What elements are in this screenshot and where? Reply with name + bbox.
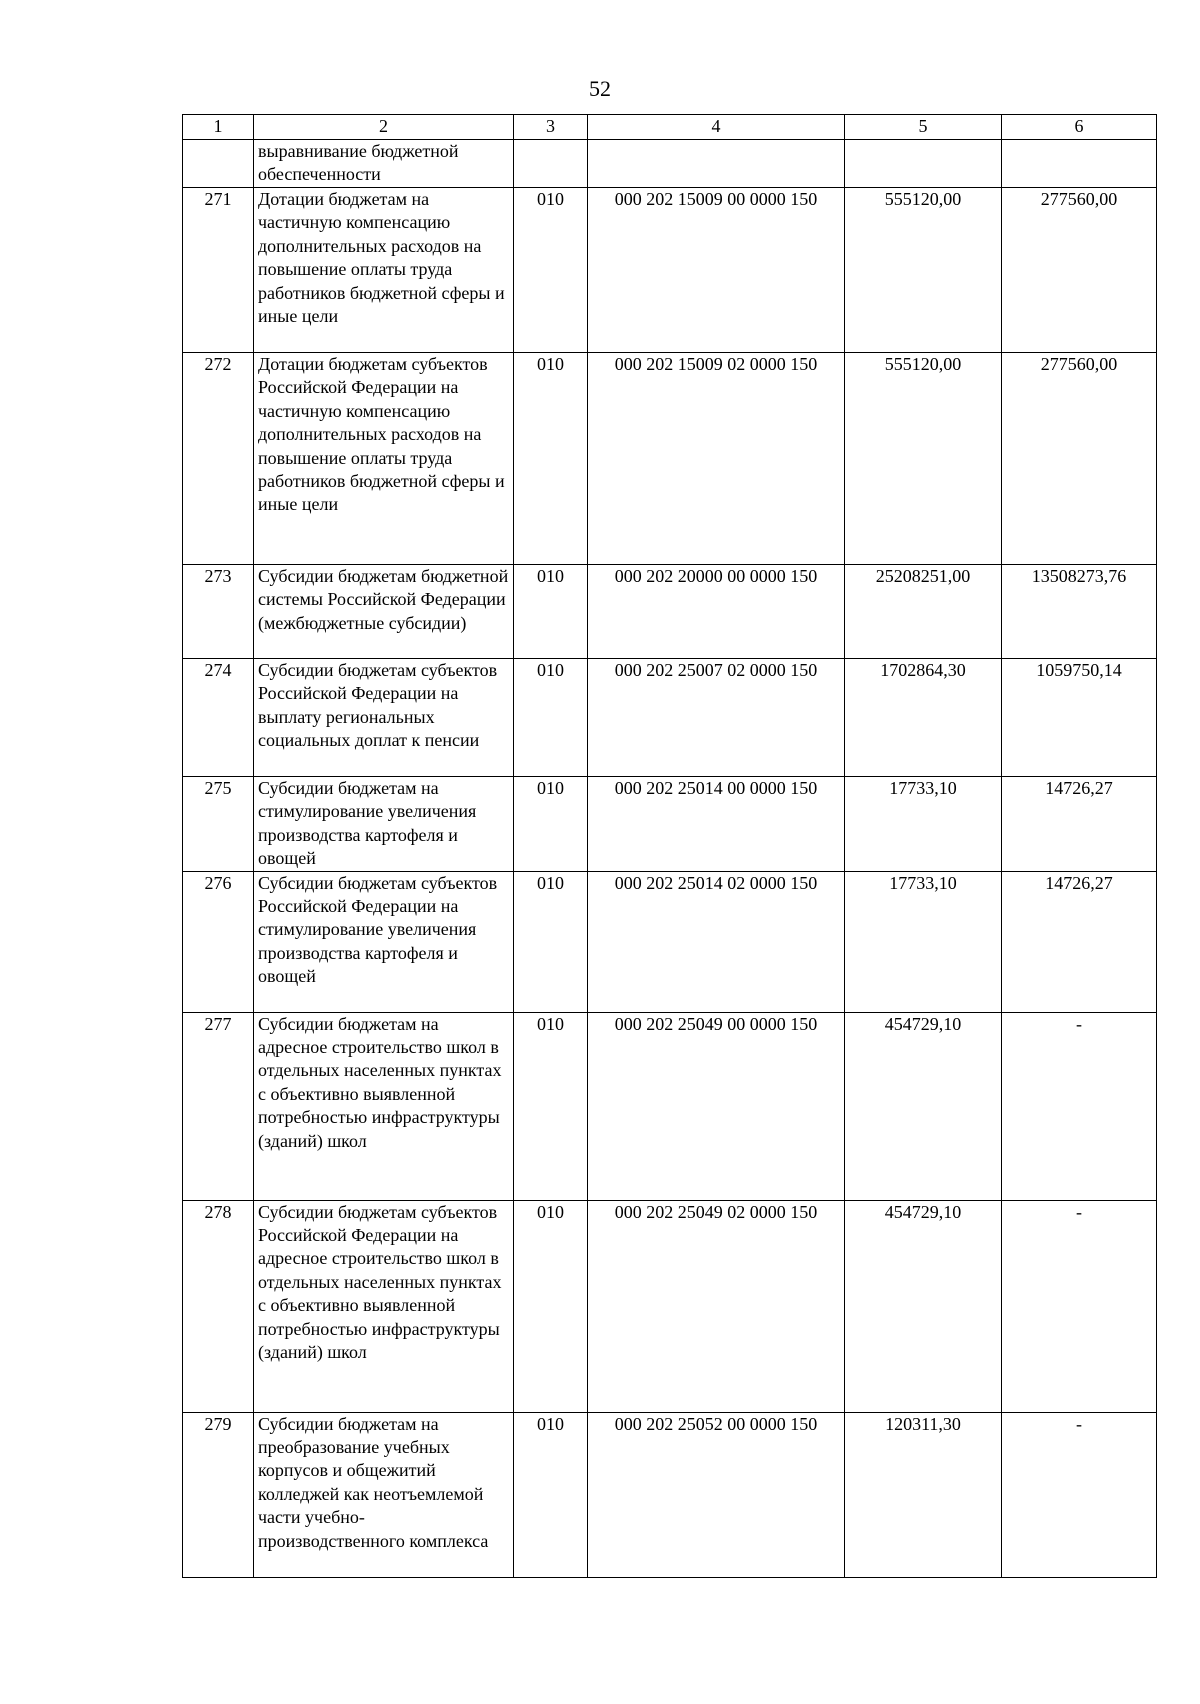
page-number: 52: [589, 76, 611, 101]
row-budget-code: [588, 140, 845, 188]
header-cell: 2: [254, 115, 514, 140]
row-name: Субсидии бюджетам субъектов Российской Федерации на адресное строительство школ в отдельных населенных пунктах с объективно выявленной потребностью инфраструктуры (зданий) школ: [254, 1200, 514, 1412]
row-budget-code: 000 202 15009 02 0000 150: [588, 353, 845, 565]
row-number: 272: [183, 353, 254, 565]
row-name: Субсидии бюджетам на адресное строительство школ в отдельных населенных пунктах с объективно выявленной потребностью инфраструктуры (зданий) школ: [254, 1012, 514, 1200]
row-budget-code: 000 202 20000 00 0000 150: [588, 565, 845, 659]
row-value-6: -: [1002, 1200, 1157, 1412]
row-budget-code: 000 202 25052 00 0000 150: [588, 1412, 845, 1577]
row-code: 010: [514, 777, 588, 872]
row-name: Субсидии бюджетам субъектов Российской Федерации на стимулирование увеличения производства картофеля и овощей: [254, 871, 514, 1012]
row-number: 274: [183, 659, 254, 777]
table-row: [183, 1200, 1157, 1412]
row-name: выравнивание бюджетной обеспеченности: [254, 140, 514, 188]
row-code: 010: [514, 188, 588, 353]
row-number: 271: [183, 188, 254, 353]
row-number: 277: [183, 1012, 254, 1200]
row-value-5: 555120,00: [845, 353, 1002, 565]
row-budget-code: 000 202 15009 00 0000 150: [588, 188, 845, 353]
row-value-6: 13508273,76: [1002, 565, 1157, 659]
budget-table: [182, 114, 1157, 1578]
row-value-6: [1002, 140, 1157, 188]
table-row: [183, 353, 1157, 565]
row-code: 010: [514, 1412, 588, 1577]
table-header-row: [183, 115, 1157, 140]
header-cell: 3: [514, 115, 588, 140]
row-name: Субсидии бюджетам на стимулирование увеличения производства картофеля и овощей: [254, 777, 514, 872]
row-value-5: 17733,10: [845, 871, 1002, 1012]
row-code: 010: [514, 659, 588, 777]
row-number: 275: [183, 777, 254, 872]
row-budget-code: 000 202 25014 02 0000 150: [588, 871, 845, 1012]
row-code: 010: [514, 353, 588, 565]
table-row: [183, 1412, 1157, 1577]
table-row: [183, 777, 1157, 872]
row-value-5: 454729,10: [845, 1200, 1002, 1412]
table-row: [183, 871, 1157, 1012]
row-value-5: 454729,10: [845, 1012, 1002, 1200]
row-number: 276: [183, 871, 254, 1012]
header-cell: 4: [588, 115, 845, 140]
row-value-5: [845, 140, 1002, 188]
row-budget-code: 000 202 25014 00 0000 150: [588, 777, 845, 872]
table-row: [183, 188, 1157, 353]
row-code: 010: [514, 871, 588, 1012]
row-number: 278: [183, 1200, 254, 1412]
row-code: 010: [514, 565, 588, 659]
row-value-6: -: [1002, 1412, 1157, 1577]
row-name: Субсидии бюджетам бюджетной системы Российской Федерации (межбюджетные субсидии): [254, 565, 514, 659]
row-value-6: 277560,00: [1002, 353, 1157, 565]
row-value-6: 1059750,14: [1002, 659, 1157, 777]
row-name: Субсидии бюджетам на преобразование учебных корпусов и общежитий колледжей как неотъемлемой части учебно-производственного комплекса: [254, 1412, 514, 1577]
table-row: [183, 565, 1157, 659]
row-value-6: 277560,00: [1002, 188, 1157, 353]
row-name: Дотации бюджетам на частичную компенсацию дополнительных расходов на повышение оплаты труда работников бюджетной сферы и иные цели: [254, 188, 514, 353]
row-code: 010: [514, 1012, 588, 1200]
row-budget-code: 000 202 25049 00 0000 150: [588, 1012, 845, 1200]
row-budget-code: 000 202 25007 02 0000 150: [588, 659, 845, 777]
row-name: Субсидии бюджетам субъектов Российской Федерации на выплату региональных социальных доплат к пенсии: [254, 659, 514, 777]
row-value-5: 17733,10: [845, 777, 1002, 872]
row-number: [183, 140, 254, 188]
table-row: [183, 140, 1157, 188]
header-cell: 6: [1002, 115, 1157, 140]
row-name: Дотации бюджетам субъектов Российской Федерации на частичную компенсацию дополнительных расходов на повышение оплаты труда работников бюджетной сферы и иные цели: [254, 353, 514, 565]
header-cell: 5: [845, 115, 1002, 140]
table-row: [183, 659, 1157, 777]
row-number: 279: [183, 1412, 254, 1577]
row-value-5: 1702864,30: [845, 659, 1002, 777]
row-value-5: 555120,00: [845, 188, 1002, 353]
row-value-5: 25208251,00: [845, 565, 1002, 659]
row-code: 010: [514, 1200, 588, 1412]
row-value-6: 14726,27: [1002, 871, 1157, 1012]
row-budget-code: 000 202 25049 02 0000 150: [588, 1200, 845, 1412]
header-cell: 1: [183, 115, 254, 140]
table-row: [183, 1012, 1157, 1200]
row-value-5: 120311,30: [845, 1412, 1002, 1577]
row-value-6: -: [1002, 1012, 1157, 1200]
row-number: 273: [183, 565, 254, 659]
row-code: [514, 140, 588, 188]
row-value-6: 14726,27: [1002, 777, 1157, 872]
